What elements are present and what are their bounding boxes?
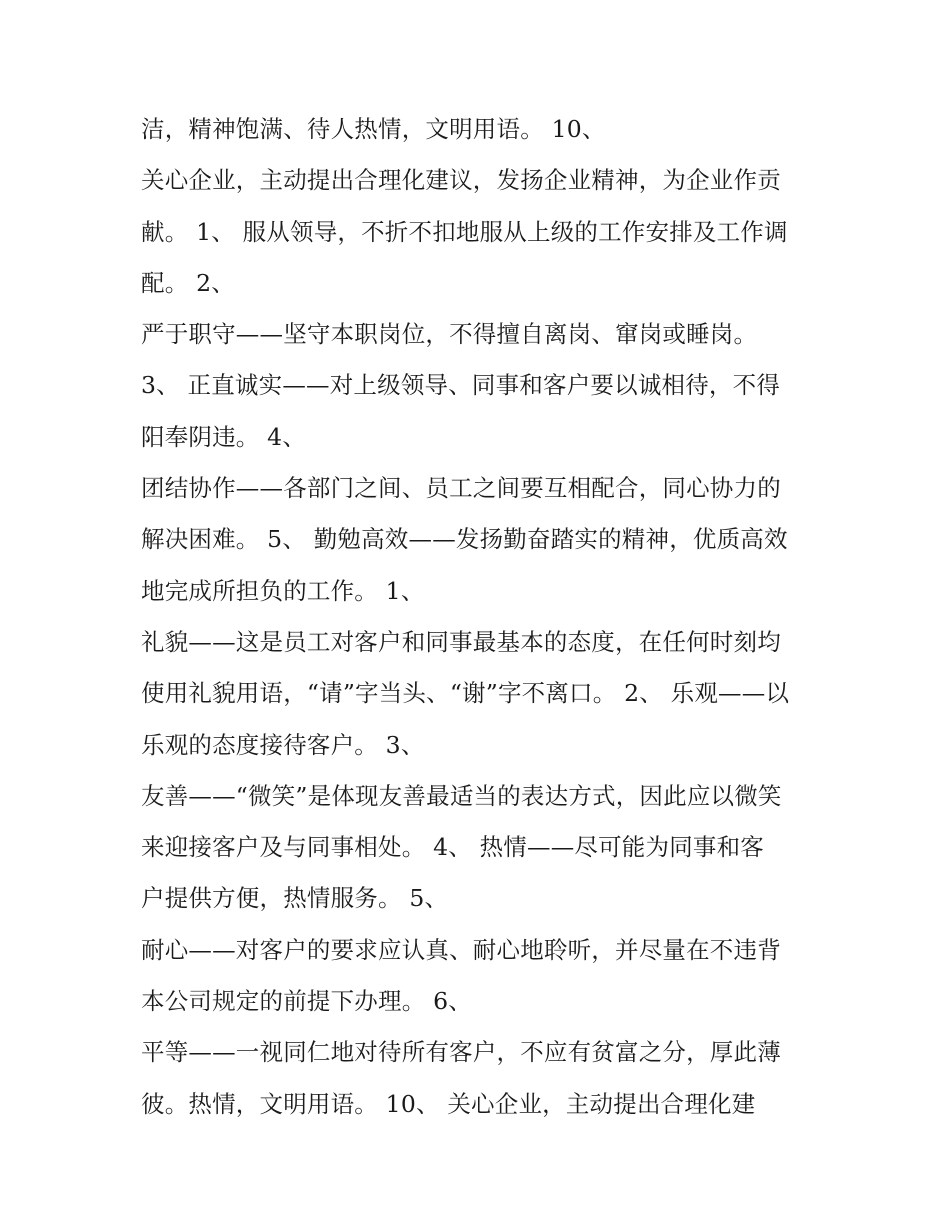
text-line: 严于职守——坚守本职岗位，不得擅自离岗、窜岗或睡岗。 <box>141 320 758 349</box>
document-body <box>141 104 841 1130</box>
text-line: 乐观的态度接待客户。 3、 <box>141 730 425 759</box>
text-line: 团结协作——各部门之间、员工之间要互相配合，同心协力的 <box>141 474 781 503</box>
text-line: 彼。热情，文明用语。 10、 关心企业，主动提出合理化建 <box>141 1089 756 1118</box>
text-line: 3、 正直诚实——对上级领导、同事和客户要以诚相待，不得 <box>141 371 781 400</box>
text-line: 平等——一视同仁地对待所有客户，不应有贫富之分，厚此薄 <box>141 1038 781 1067</box>
text-line: 友善——“微笑”是体现友善最适当的表达方式，因此应以微笑 <box>141 781 782 810</box>
text-line: 来迎接客户及与同事相处。 4、 热情——尽可能为同事和客 <box>141 833 764 862</box>
text-line: 关心企业，主动提出合理化建议，发扬企业精神，为企业作贡 <box>141 166 781 195</box>
text-line: 洁，精神饱满、待人热情，文明用语。 10、 <box>141 115 606 143</box>
text-line: 解决困难。 5、 勤勉高效——发扬勤奋踏实的精神，优质高效 <box>141 525 788 554</box>
text-line: 户提供方便，热情服务。 5、 <box>141 884 449 913</box>
text-line: 献。 1、 服从领导，不折不扣地服从上级的工作安排及工作调 <box>141 217 788 246</box>
text-line: 礼貌——这是员工对客户和同事最基本的态度，在任何时刻均 <box>141 627 781 656</box>
text-line: 地完成所担负的工作。 1、 <box>141 576 425 605</box>
text-line: 阳奉阴违。 4、 <box>141 422 307 451</box>
text-line: 本公司规定的前提下办理。 6、 <box>141 987 472 1016</box>
text-line: 使用礼貌用语，“请”字当头、“谢”字不离口。 2、 乐观——以 <box>141 679 790 708</box>
text-line: 配。 2、 <box>141 268 235 297</box>
text-line: 耐心——对客户的要求应认真、耐心地聆听，并尽量在不违背 <box>141 935 781 964</box>
